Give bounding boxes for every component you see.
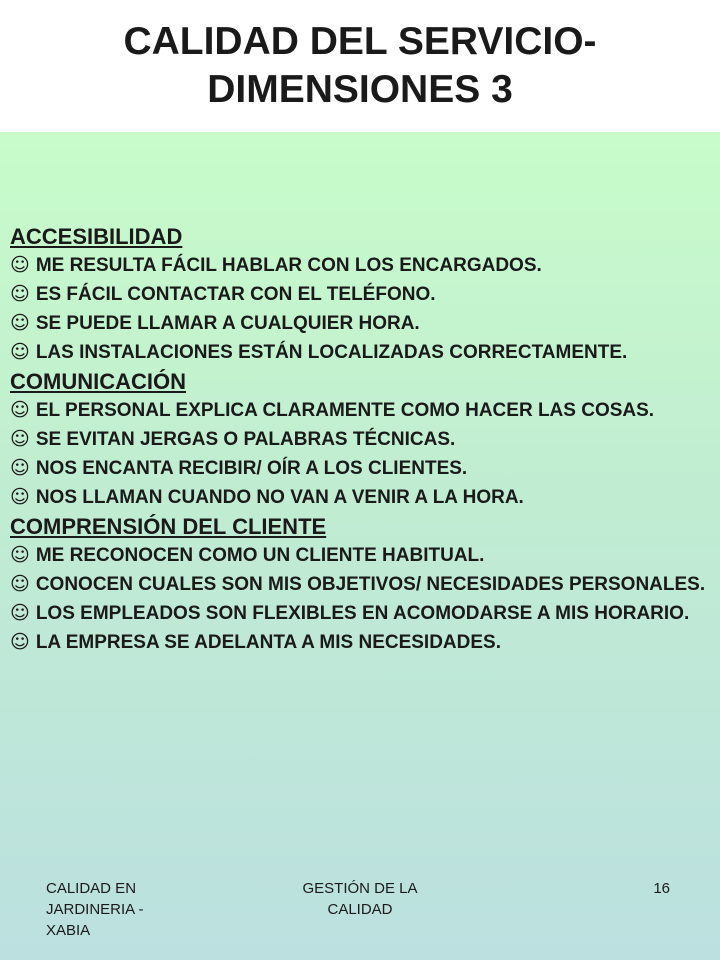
footer-left-text: CALIDAD EN JARDINERIA - XABIA	[46, 880, 144, 939]
list-item: ☺ EL PERSONAL EXPLICA CLARAMENTE COMO HACER LAS COSAS.	[10, 399, 655, 421]
list-item: ☺ ES FÁCIL CONTACTAR CON EL TELÉFONO.	[10, 283, 436, 305]
smiley-icon: ☺	[10, 602, 30, 624]
smiley-icon: ☺	[10, 573, 30, 595]
smiley-icon: ☺	[10, 428, 30, 450]
slide-title-line-2: DIMENSIONES 3	[207, 68, 513, 111]
list-item: ☺ CONOCEN CUALES SON MIS OBJETIVOS/ NECESIDADES PERSONALES.	[10, 573, 706, 595]
smiley-icon: ☺	[10, 486, 30, 508]
slide-title	[0, 18, 720, 114]
footer-center-text: GESTIÓN DE LA CALIDAD	[302, 880, 418, 918]
smiley-icon: ☺	[10, 631, 30, 653]
page-number: 16	[653, 880, 670, 897]
smiley-icon: ☺	[10, 457, 30, 479]
list-item: ☺ NOS ENCANTA RECIBIR/ OÍR A LOS CLIENTES.	[10, 457, 468, 479]
smiley-icon: ☺	[10, 283, 30, 305]
smiley-icon: ☺	[10, 544, 30, 566]
list-item: ☺ ME RESULTA FÁCIL HABLAR CON LOS ENCARGADOS.	[10, 254, 542, 276]
list-item: ☺ LAS INSTALACIONES ESTÁN LOCALIZADAS CORRECTAMENTE.	[10, 341, 628, 363]
smiley-icon: ☺	[10, 341, 30, 363]
slide-content	[10, 222, 715, 657]
list-item: ☺ LA EMPRESA SE ADELANTA A MIS NECESIDADES.	[10, 631, 501, 653]
list-item: ☺ NOS LLAMAN CUANDO NO VAN A VENIR A LA HORA.	[10, 486, 524, 508]
smiley-icon: ☺	[10, 312, 30, 334]
section-heading-comprension-del-cliente: COMPRENSIÓN DEL CLIENTE	[10, 514, 327, 539]
slide-title-line-1: CALIDAD DEL SERVICIO-	[123, 20, 597, 63]
list-item: ☺ ME RECONOCEN COMO UN CLIENTE HABITUAL.	[10, 544, 485, 566]
smiley-icon: ☺	[10, 399, 30, 421]
section-heading-comunicacion: COMUNICACIÓN	[10, 369, 186, 394]
list-item: ☺ LOS EMPLEADOS SON FLEXIBLES EN ACOMODARSE A MIS HORARIO.	[10, 602, 690, 624]
title-area	[0, 0, 720, 132]
list-item: ☺ SE EVITAN JERGAS O PALABRAS TÉCNICAS.	[10, 428, 456, 450]
smiley-icon: ☺	[10, 254, 30, 276]
section-heading-accesibilidad: ACCESIBILIDAD	[10, 224, 183, 249]
list-item: ☺ SE PUEDE LLAMAR A CUALQUIER HORA.	[10, 312, 420, 334]
